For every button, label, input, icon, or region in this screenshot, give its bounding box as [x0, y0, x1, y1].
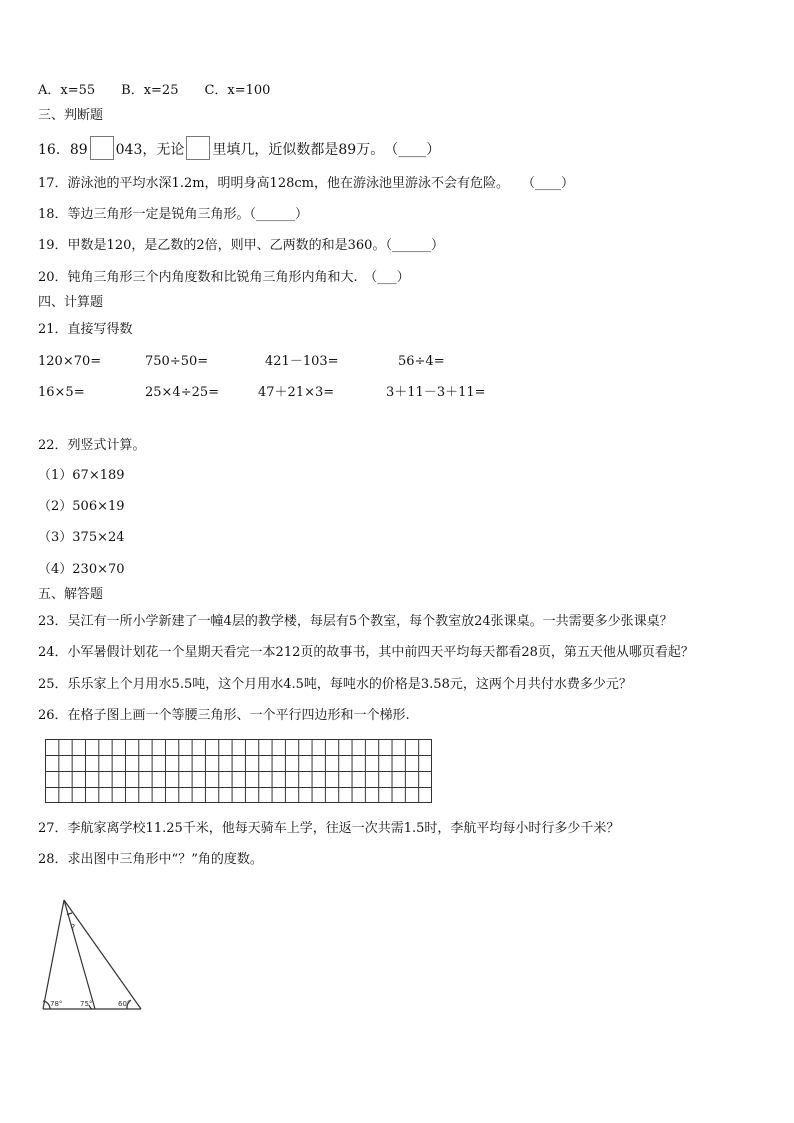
calc-item: 421－103=	[265, 354, 339, 369]
q16-part2: 043，无论	[115, 142, 185, 158]
question-16	[38, 138, 440, 162]
calc-item: 750÷50=	[145, 354, 209, 369]
vertical-calc-item: （3）375×24	[38, 530, 125, 545]
q16-part1: 16．89	[38, 142, 88, 158]
question-18: 18．等边三角形一定是锐角三角形。（______）	[38, 207, 309, 222]
options-line: A．x=55 B．x=25 C．x=100	[38, 83, 271, 98]
question-25: 25．乐乐家上个月用水5.5吨，这个月用水4.5吨，每吨水的价格是3.58元，这两个月共付水费多少元？	[38, 677, 632, 692]
triangle-side	[64, 900, 141, 1009]
triangle-side	[43, 900, 64, 1009]
section5-title: 五、解答题	[38, 587, 104, 602]
section4-title: 四、计算题	[38, 295, 104, 310]
unknown-angle-label: ?	[71, 923, 76, 932]
angle-label-60: 60°	[118, 1000, 131, 1008]
angle-label-75: 75°	[80, 1000, 93, 1008]
question-27: 27．李航家离学校11.25千米，他每天骑车上学，往返一次共需1.5时，李航平均每小时行多少千米？	[38, 821, 620, 836]
calc-item: 56÷4=	[398, 354, 445, 369]
calc-item: 25×4÷25=	[145, 385, 220, 400]
q16-part3: 里填几，近似数都是89万。 （____）	[212, 142, 441, 158]
vertical-calc-item: （2）506×19	[38, 499, 125, 514]
question-19: 19．甲数是120，是乙数的2倍，则甲、乙两数的和是360。（______）	[38, 238, 444, 253]
blank-box[interactable]	[90, 136, 114, 160]
calc-item: 47＋21×3=	[258, 385, 335, 400]
calc-item: 120×70=	[38, 354, 102, 369]
question-17: 17．游泳池的平均水深1.2m，明明身高128cm，他在游泳池里游泳不会有危险。 （____）	[38, 176, 574, 191]
question-23: 23．吴江有一所小学新建了一幢4层的教学楼，每层有5个教室，每个教室放24张课桌。一共需要多少张课桌？	[38, 614, 673, 629]
question-20: 20．钝角三角形三个内角度数和比锐角三角形内角和大. （___）	[38, 270, 410, 285]
triangle-side	[64, 900, 95, 1009]
question-21-title: 21．直接写得数	[38, 322, 133, 337]
blank-box[interactable]	[186, 136, 210, 160]
vertical-calc-item: （1）67×189	[38, 468, 125, 483]
triangle-figure	[38, 895, 148, 1015]
question-26: 26．在格子图上画一个等腰三角形、一个平行四边形和一个梯形.	[38, 708, 410, 723]
drawing-grid[interactable]	[45, 739, 432, 803]
angle-label-78: 78°	[50, 1000, 63, 1008]
question-28: 28．求出图中三角形中“？”角的度数。	[38, 852, 263, 867]
vertical-calc-item: （4）230×70	[38, 562, 125, 577]
question-24: 24．小军暑假计划花一个星期天看完一本212页的故事书，其中前四天平均每天都看28页，第五天他从哪页看起？	[38, 645, 694, 660]
question-22-title: 22．列竖式计算。	[38, 438, 146, 453]
section3-title: 三、判断题	[38, 108, 104, 123]
calc-item: 3＋11－3＋11=	[386, 385, 486, 400]
calc-item: 16×5=	[38, 385, 85, 400]
